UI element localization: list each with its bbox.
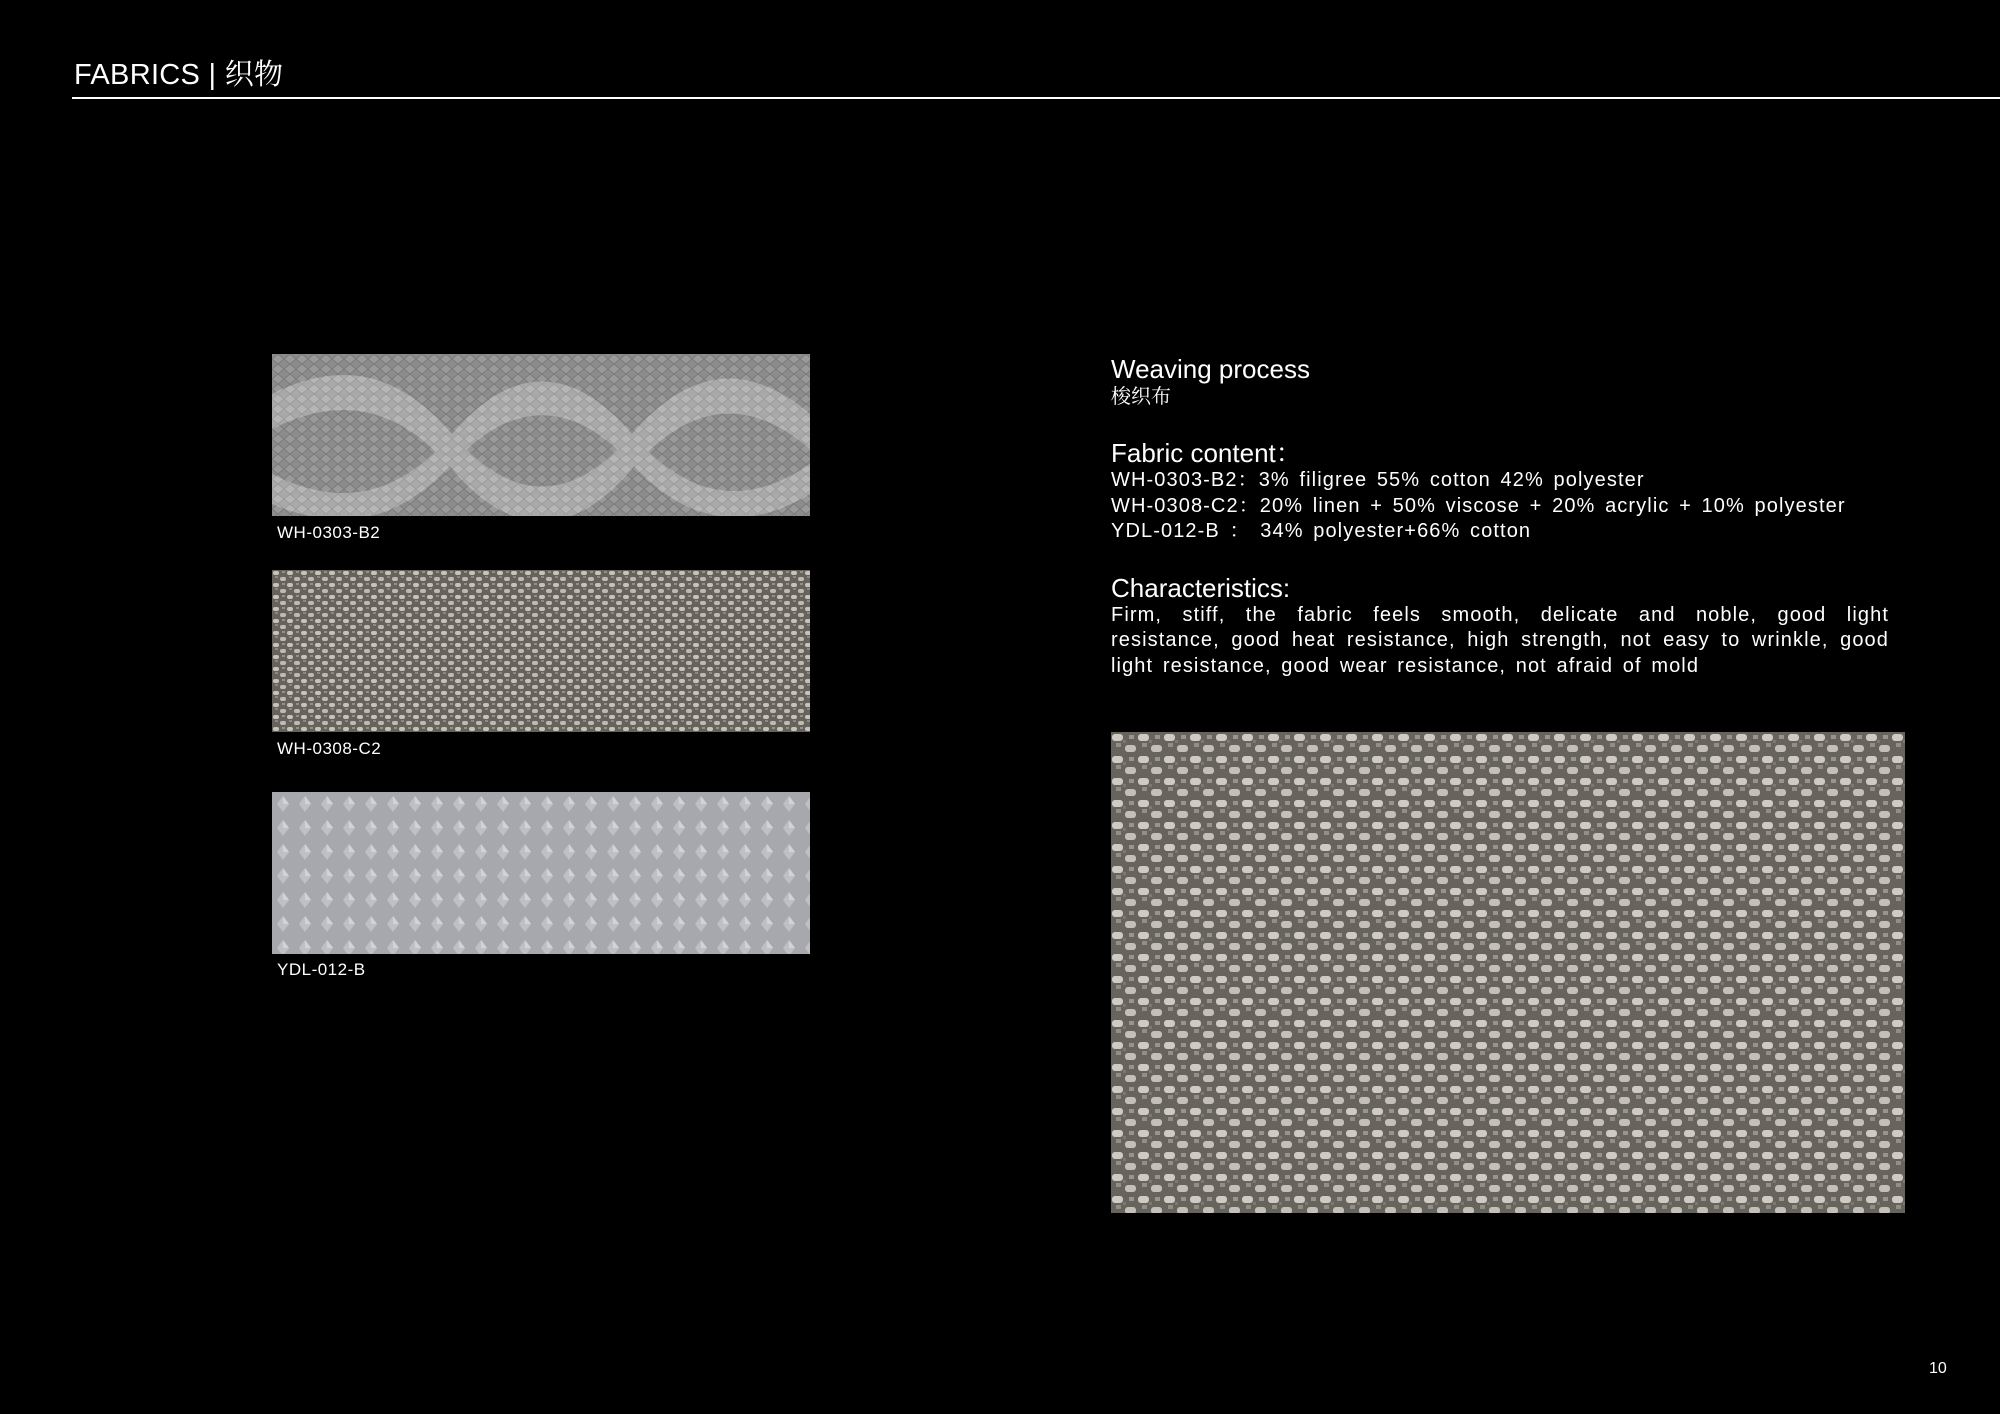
characteristics-text: Firm, stiff, the fabric feels smooth, delicate and noble, good light resistance, good heat resistance, high strength, not easy to wrinkle, good light resistance, good wear resistance, not afraid of mold: [1111, 603, 1889, 677]
page-title: FABRICS | 织物: [74, 59, 284, 91]
swatch-label-wh-0308-c2: WH-0308-C2: [277, 739, 382, 758]
fabric-content-line: WH-0303-B2：3% filigree 55% cotton 42% polyester: [1111, 469, 1645, 491]
header-divider: [72, 97, 2000, 99]
weaving-process-chinese: 梭织布: [1111, 386, 1171, 408]
woven-texture-image: [272, 570, 810, 732]
page-number: 10: [1929, 1360, 1947, 1377]
snakeskin-pattern-image: [272, 354, 810, 516]
woven-closeup-image: [1111, 732, 1905, 1213]
diamond-pattern-image: [272, 792, 810, 954]
fabric-content-heading: Fabric content：: [1111, 438, 1302, 468]
fabric-content-line: WH-0308-C2：20% linen + 50% viscose + 20% acrylic + 10% polyester: [1111, 494, 1846, 517]
swatch-image-wh-0303-b2: [272, 354, 810, 516]
swatch-image-ydl-012-b: [272, 792, 810, 954]
fabric-content-line: YDL-012-B ： 34% polyester+66% cotton: [1111, 520, 1532, 542]
characteristics-heading: Characteristics:: [1111, 572, 1291, 603]
large-fabric-image: [1111, 732, 1905, 1213]
swatch-label-ydl-012-b: YDL-012-B: [277, 960, 366, 979]
fabric-content-section: [1111, 438, 1891, 545]
fabric-info-panel: [1111, 354, 1891, 707]
weaving-process-heading: Weaving process: [1111, 354, 1310, 384]
characteristics-section: [1111, 573, 1891, 680]
swatch-image-wh-0308-c2: [272, 570, 810, 732]
swatch-label-wh-0303-b2: WH-0303-B2: [277, 523, 381, 542]
